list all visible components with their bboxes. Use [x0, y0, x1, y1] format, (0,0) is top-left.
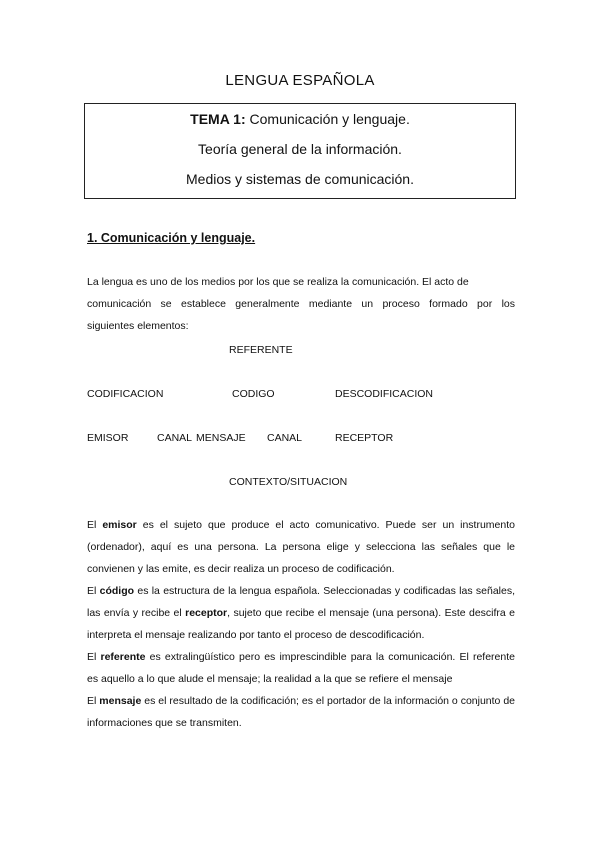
term-emisor: emisor [102, 519, 137, 531]
term-codigo: código [99, 585, 135, 597]
intro-line: comunicación se establece generalmente mediante un proceso formado por los [87, 298, 515, 310]
diagram-canal-1: CANAL [157, 432, 193, 444]
text-emisor: es el sujeto que produce el acto comunicativo. Puede ser un instrumento (ordenador), aquí es una persona. La persona elige y selecciona las señales que le convienen y las emite, es decir realiza un proceso de codificación. [87, 519, 515, 575]
text-codigo-2: , sujeto que recibe el mensaje (una persona). Este descifra e interpreta el mensaje realizando por tanto el proceso de descodificación. [87, 607, 516, 641]
article: El [87, 651, 97, 663]
body-text [87, 514, 515, 734]
diagram-receptor: RECEPTOR [335, 432, 394, 444]
diagram-canal-2: CANAL [267, 432, 303, 444]
diagram-descodificacion: DESCODIFICACION [335, 388, 434, 400]
article: El [87, 585, 97, 597]
paragraph-mensaje [87, 690, 515, 734]
diagram-referente: REFERENTE [229, 344, 293, 356]
diagram-emisor: EMISOR [87, 432, 129, 444]
diagram-codigo: CODIGO [232, 388, 275, 400]
diagram-contexto: CONTEXTO/SITUACION [229, 476, 348, 488]
topic-label: TEMA 1: [190, 111, 246, 127]
topic-box [84, 103, 516, 199]
paragraph-referente [87, 646, 515, 690]
diagram-codificacion: CODIFICACION [87, 388, 164, 400]
topic-subtitle-1: Teoría general de la información. [198, 141, 402, 157]
topic-name: Comunicación y lenguaje. [245, 111, 410, 127]
article: El [87, 695, 97, 707]
term-referente: referente [100, 651, 146, 663]
section-heading: 1. Comunicación y lenguaje. [87, 231, 256, 245]
paragraph-emisor [87, 514, 515, 580]
document-title: LENGUA ESPAÑOLA [225, 72, 375, 89]
diagram-mensaje: MENSAJE [196, 432, 246, 444]
intro-line: siguientes elementos: [87, 320, 189, 332]
text-mensaje: es el resultado de la codificación; es el portador de la información o conjunto de informaciones que se transmiten. [87, 695, 516, 729]
topic-line [85, 111, 515, 127]
text-referente: es extralingüístico pero es imprescindible para la comunicación. El referente es aquello a lo que alude el mensaje; la realidad a la que se refiere el mensaje [87, 651, 515, 685]
topic-subtitle-2: Medios y sistemas de comunicación. [186, 171, 414, 187]
intro-line: La lengua es uno de los medios por los que se realiza la comunicación. El acto de [87, 276, 469, 288]
term-mensaje: mensaje [99, 695, 142, 707]
article: El [87, 519, 97, 531]
text-codigo: es la estructura de la lengua española. Seleccionadas y codificadas las señales, las envía y recibe el [87, 585, 516, 619]
paragraph-codigo [87, 580, 515, 646]
term-receptor: receptor [185, 607, 228, 619]
intro-paragraph [87, 271, 515, 337]
